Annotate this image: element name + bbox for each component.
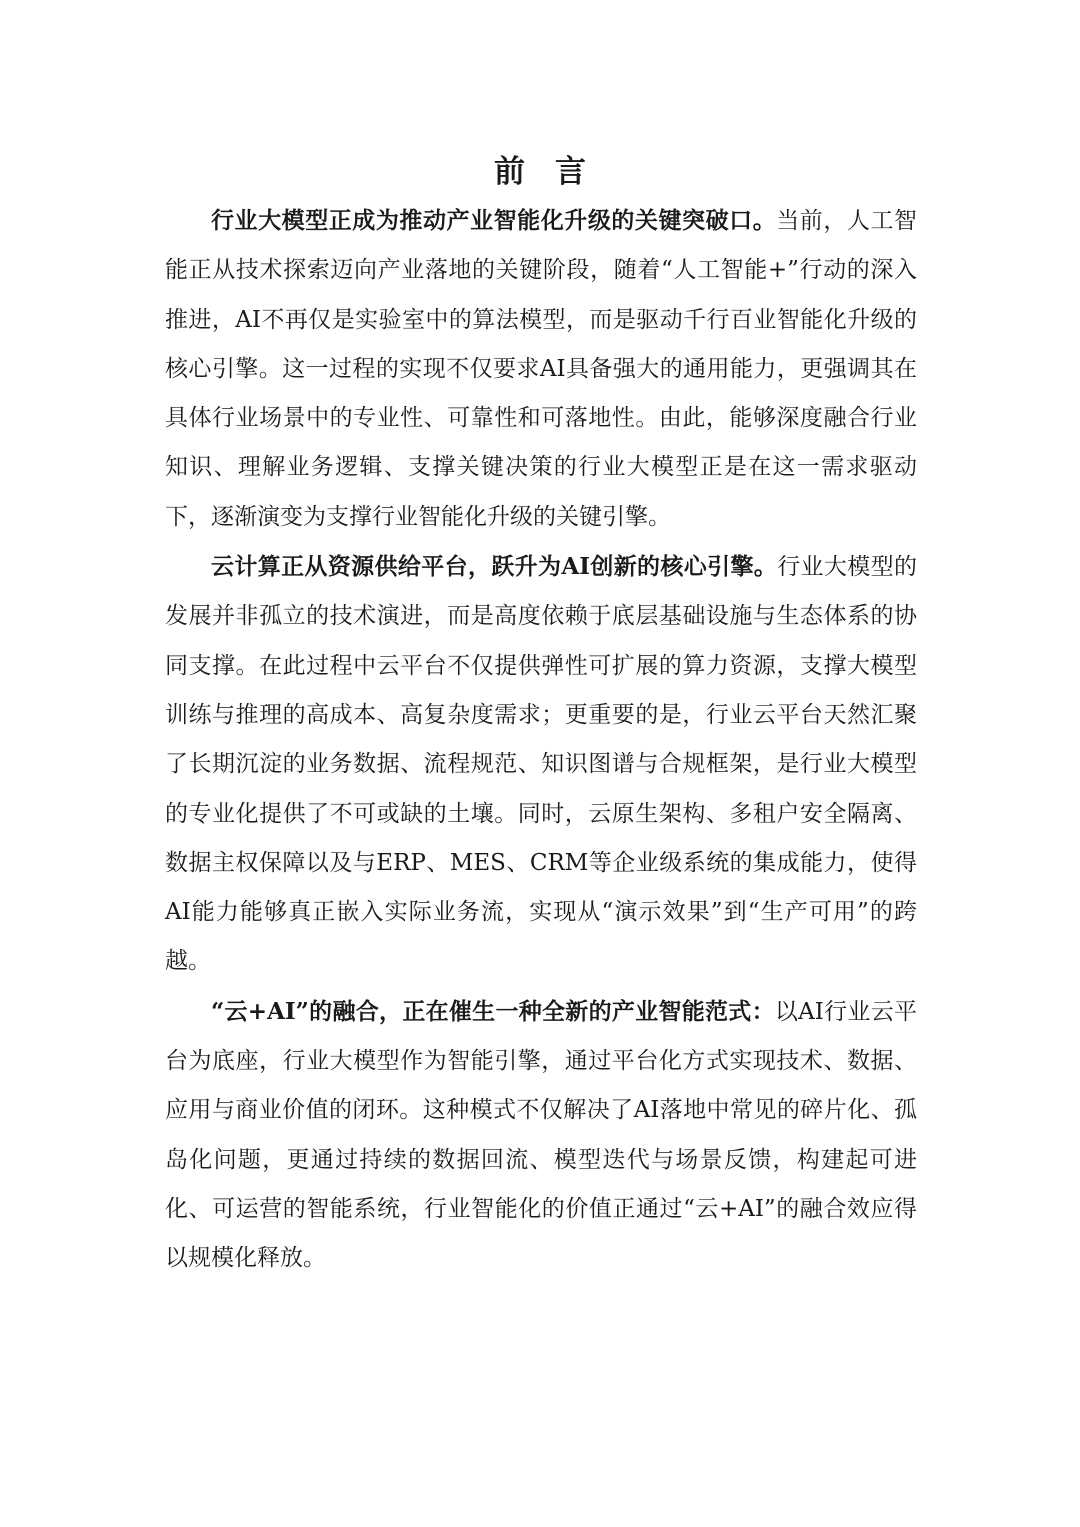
paragraph-3-lead: “云+AI”的融合，正在催生一种全新的产业智能范式： [211,997,775,1025]
paragraph-1 [165,196,917,542]
paragraph-2-text: 行业大模型的发展并非孤立的技术演进，而是高度依赖于底层基础设施与生态体系的协同支撑。在此过程中云平台不仅提供弹性可扩展的算力资源，支撑大模型训练与推理的高成本、高复杂度需求；更重要的是，行业云平台天然汇聚了长期沉淀的业务数据、流程规范、知识图谱与合规框架，是行业大模型的专业化提供了不可或缺的土壤。同时，云原生架构、多租户安全隔离、数据主权保障以及与ERP、MES、CRM等企业级系统的集成能力，使得AI能力能够真正嵌入实际业务流，实现从“演示效果”到“生产可用”的跨越。 [165,554,917,975]
body-text [165,196,917,1284]
page-title: 前言 [494,153,616,190]
paragraph-1-text: 当前，人工智能正从技术探索迈向产业落地的关键阶段，随着“人工智能+”行动的深入推进，AI不再仅是实验室中的算法模型，而是驱动千行百业智能化升级的核心引擎。这一过程的实现不仅要求AI具备强大的通用能力，更强调其在具体行业场景中的专业性、可靠性和可落地性。由此，能够深度融合行业知识、理解业务逻辑、支撑关键决策的行业大模型正是在这一需求驱动下，逐渐演变为支撑行业智能化升级的关键引擎。 [165,208,918,530]
paragraph-3 [165,987,917,1284]
paragraph-3-text: 以AI行业云平台为底座，行业大模型作为智能引擎，通过平台化方式实现技术、数据、应用与商业价值的闭环。这种模式不仅解决了AI落地中常见的碎片化、孤岛化问题，更通过持续的数据回流、模型迭代与场景反馈，构建起可进化、可运营的智能系统，行业智能化的价值正通过“云+AI”的融合效应得以规模化释放。 [165,998,917,1272]
paragraph-2 [165,542,917,987]
paragraph-1-lead: 行业大模型正成为推动产业智能化升级的关键突破口。 [211,207,777,234]
paragraph-2-lead: 云计算正从资源供给平台，跃升为AI创新的核心引擎。 [211,553,778,581]
